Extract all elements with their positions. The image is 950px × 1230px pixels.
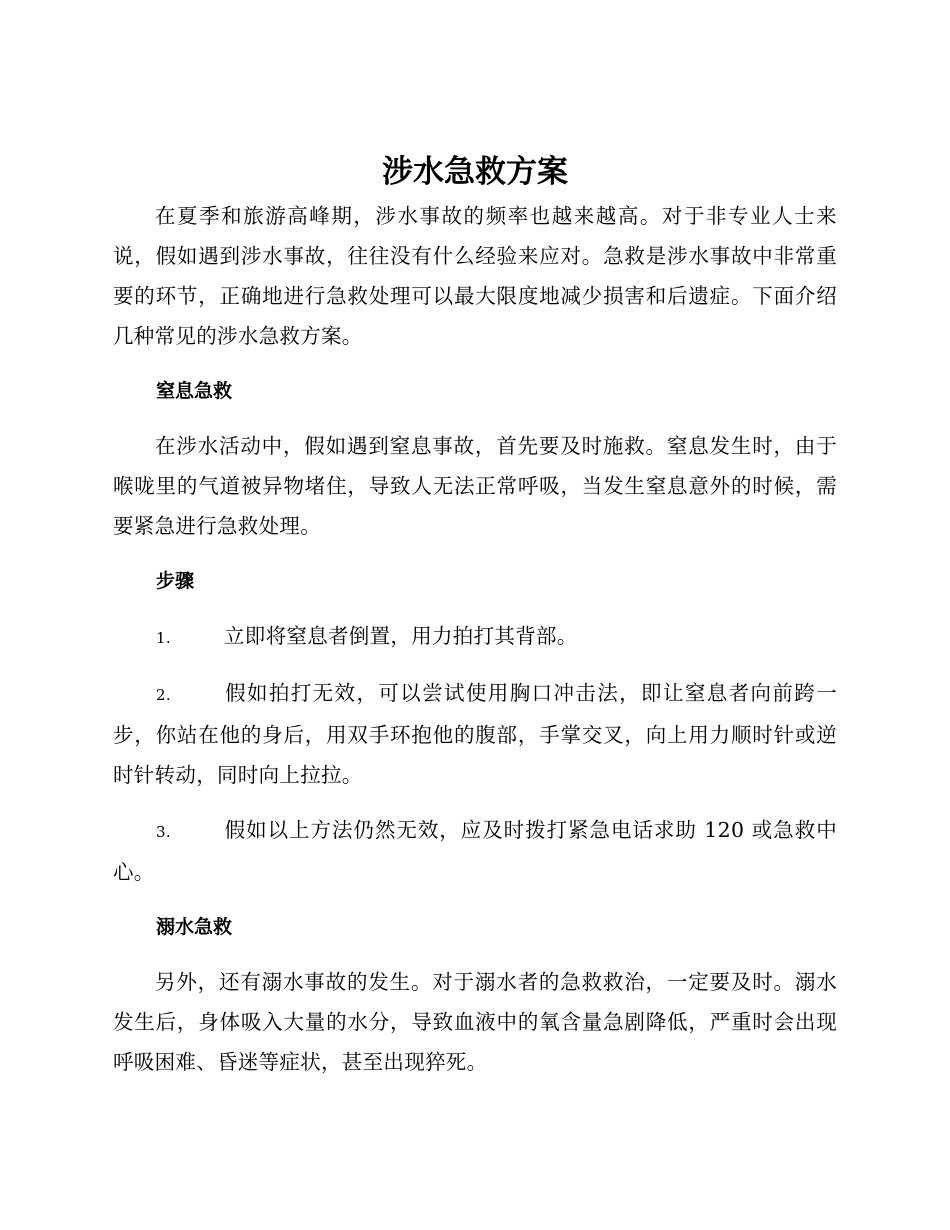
list-item-text: 假如以上方法仍然无效，应及时拨打紧急电话求助 120 或急救中心。 [113,818,837,884]
section-heading-drowning: 溺水急救 [156,916,233,938]
list-item-text: 假如拍打无效，可以尝试使用胸口冲击法，即让窒息者向前跨一步，你站在他的身后，用双手环抱他的腹部，手掌交叉，向上用力顺时针或逆时针转动，同时向上拉拉。 [113,681,837,787]
document-title: 涉水急救方案 [382,154,568,190]
document-page [113,150,837,1082]
list-item [113,616,837,658]
steps-heading: 步骤 [156,570,195,592]
list-item [113,810,837,892]
section-heading-suffocation: 窒息急救 [156,380,233,402]
list-item-number: 1. [156,629,171,647]
list-item-text: 立即将窒息者倒置，用力拍打其背部。 [224,624,578,648]
list-item-number: 2. [156,686,171,704]
suffocation-paragraph: 在涉水活动中，假如遇到窒息事故，首先要及时施救。窒息发生时，由于喉咙里的气道被异物堵住，导致人无法正常呼吸，当发生窒息意外的时候，需要紧急进行急救处理。 [113,434,837,538]
drowning-paragraph: 另外，还有溺水事故的发生。对于溺水者的急救救治，一定要及时。溺水发生后，身体吸入大量的水分，导致血液中的氧含量急剧降低，严重时会出现呼吸困难、昏迷等症状，甚至出现猝死。 [113,970,837,1074]
intro-paragraph: 在夏季和旅游高峰期，涉水事故的频率也越来越高。对于非专业人士来说，假如遇到涉水事故，往往没有什么经验来应对。急救是涉水事故中非常重要的环节，正确地进行急救处理可以最大限度地减少损害和后遗症。下面介绍几种常见的涉水急救方案。 [113,204,837,348]
list-item-number: 3. [156,823,171,841]
list-item [113,673,837,795]
